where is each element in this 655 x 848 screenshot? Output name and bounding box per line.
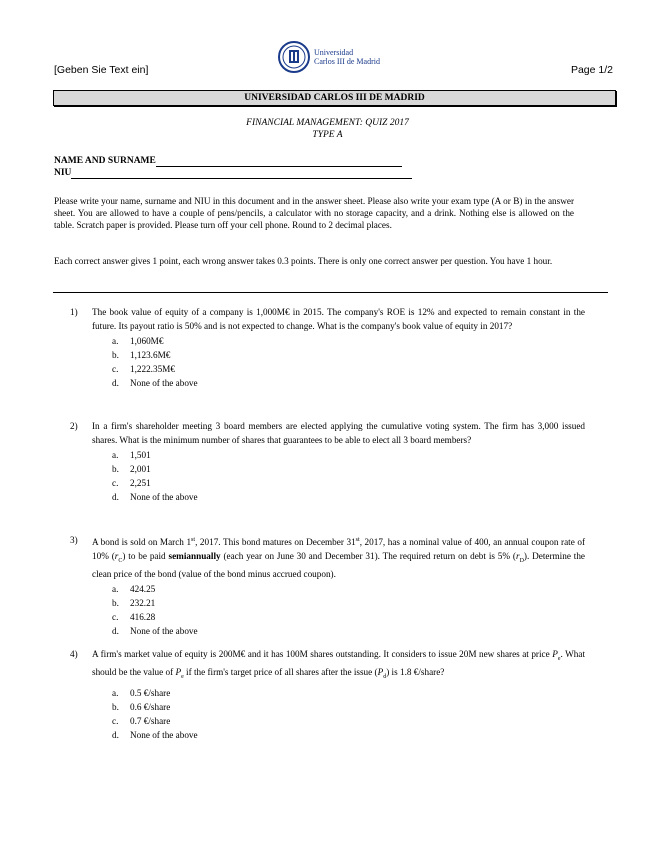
option-b[interactable]: b. 232.21 [112, 598, 156, 609]
options [112, 686, 585, 742]
logo-line-1: Universidad [314, 48, 354, 57]
option-d[interactable]: d. None of the above [112, 378, 198, 388]
option-a[interactable]: a. 0.5 €/share [112, 687, 171, 698]
option-a[interactable]: a. 424.25 [112, 584, 156, 595]
question-text: A bond is sold on March 1st, 2017. This bond matures on December 31st, 2017, has a nominal value of 400, an annual coupon rate of 10% $(r_C)$ to be paid semiannually (each year on June 30 and December 31). The required return on debt is 5% $(r_D)$. Determine the clean price of the bond (value of the bond minus accrued coupon). [92, 537, 586, 579]
name-field[interactable] [54, 156, 402, 167]
question-number: 4) [70, 649, 78, 659]
option-d[interactable]: d. None of the above [112, 729, 198, 740]
logo-line-2: Carlos III de Madrid [314, 57, 380, 66]
university-seal-icon [278, 41, 310, 73]
question-3 [70, 534, 585, 638]
option-d[interactable]: d. None of the above [112, 626, 198, 637]
option-b[interactable]: b. 1,123.6M€ [112, 350, 171, 360]
question-number: 2) [70, 421, 78, 431]
niu-line[interactable] [71, 168, 412, 179]
header-placeholder-text: [Geben Sie Text ein] [54, 64, 149, 76]
option-b[interactable]: b. 0.6 €/share [112, 701, 171, 712]
option-c[interactable]: c. 1,222.35M€ [112, 364, 175, 374]
option-a[interactable]: a. 1,501 [112, 450, 151, 460]
options [112, 448, 585, 504]
option-d[interactable]: d. None of the above [112, 492, 198, 502]
quiz-type: TYPE A [312, 130, 343, 140]
option-b[interactable]: b. 2,001 [112, 464, 151, 474]
divider [53, 292, 608, 293]
option-c[interactable]: c. 0.7 €/share [112, 715, 171, 726]
scoring-paragraph: Each correct answer gives 1 point, each wrong answer takes 0.3 points. There is only one correct answer per question. You have 1 hour. [54, 256, 553, 266]
question-1 [70, 306, 585, 390]
instructions-paragraph: Please write your name, surname and NIU in this document and in the answer sheet. Please also write your exam type (A or B) in the answer sheet. You are allowed to have a couple of pens/pencils, a calculator with no storage capacity, and a drink. Nothing else is allowed on the table. Scratch paper is provided. Please turn off your cell phone. Round to 2 decimal places. [54, 196, 574, 230]
niu-label: NIU [54, 168, 72, 178]
question-4 [70, 648, 585, 742]
university-logo [278, 41, 380, 73]
question-number: 1) [70, 307, 78, 317]
question-number: 3) [70, 535, 78, 545]
option-a[interactable]: a. 1,060M€ [112, 336, 164, 346]
question-text: In a firm's shareholder meeting 3 board members are elected applying the cumulative voting system. The firm has 3,000 issued shares. What is the minimum number of shares that guarantees to be able to elect all 3 board members? [92, 421, 585, 445]
logo-text [314, 48, 380, 66]
question-text: A firm's market value of equity is 200M€ and it has 100M shares outstanding. It considers to issue 20M new shares at price $P_e$. What should be the value of $P_e$ if the firm's target price of all shares after the issue $(P_d)$ is 1.8 €/share? [92, 649, 585, 681]
niu-field[interactable] [54, 168, 412, 179]
question-2 [70, 420, 585, 504]
options [112, 582, 585, 638]
name-label: NAME AND SURNAME [54, 156, 156, 166]
name-line[interactable] [156, 156, 402, 167]
question-text: The book value of equity of a company is 1,000M€ in 2015. The company's ROE is 12% and expected to remain constant in the future. Its payout ratio is 50% and is not expected to change. What is the company's book value of equity in 2017? [92, 307, 585, 331]
page-number: Page 1/2 [570, 64, 613, 76]
option-c[interactable]: c. 416.28 [112, 612, 156, 623]
options [112, 334, 585, 390]
option-c[interactable]: c. 2,251 [112, 478, 151, 488]
university-banner: UNIVERSIDAD CARLOS III DE MADRID [53, 90, 616, 106]
quiz-title: FINANCIAL MANAGEMENT: QUIZ 2017 [246, 118, 409, 128]
